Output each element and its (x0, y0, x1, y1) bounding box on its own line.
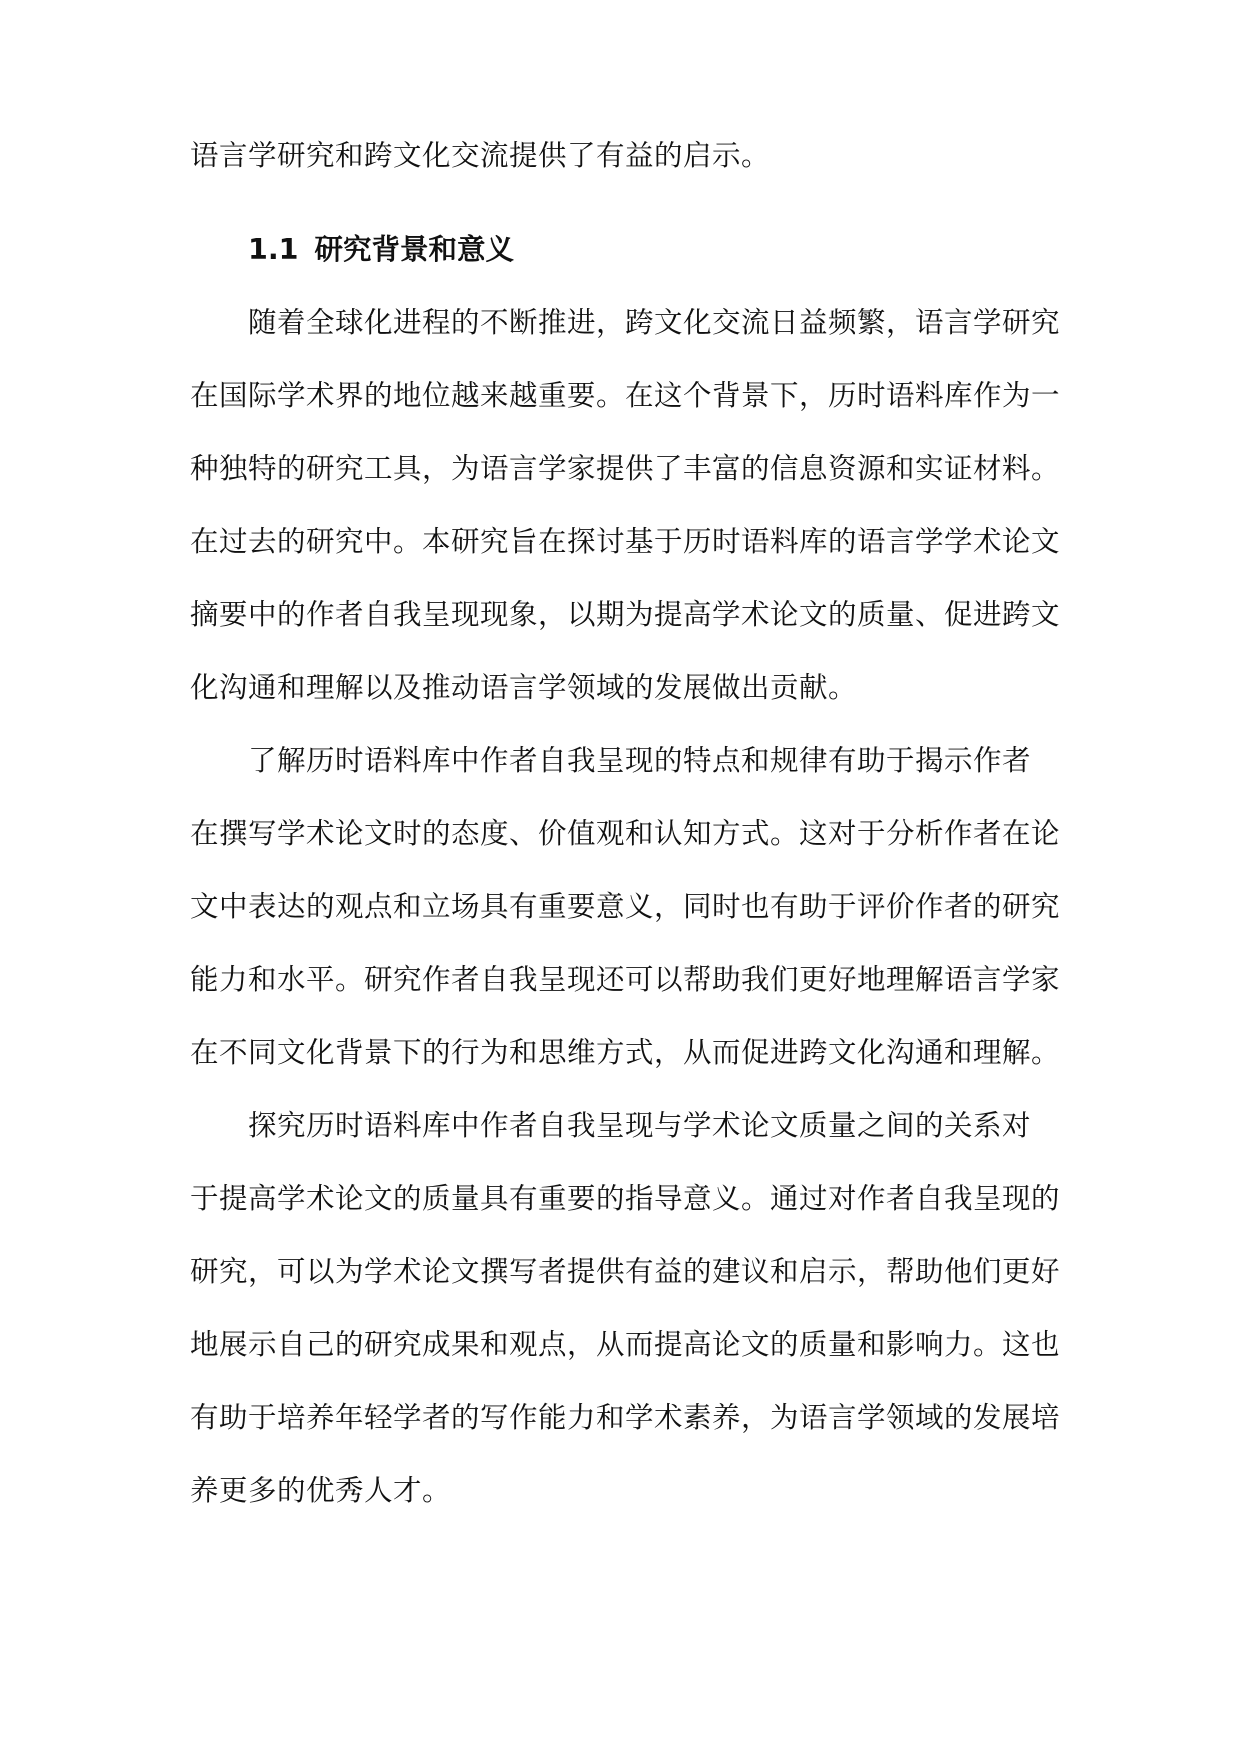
paragraph-3-line-6: 养更多的优秀人才。 (190, 1474, 452, 1507)
paragraph-2-line-4: 能力和水平。研究作者自我呈现还可以帮助我们更好地理解语言学家 (190, 963, 1061, 996)
paragraph-2-line-3: 文中表达的观点和立场具有重要意义，同时也有助于评价作者的研究 (190, 890, 1061, 923)
section-heading (248, 230, 514, 270)
paragraph-1-line-3: 种独特的研究工具，为语言学家提供了丰富的信息资源和实证材料。 (190, 452, 1061, 485)
paragraph-3-line-4: 地展示自己的研究成果和观点，从而提高论文的质量和影响力。这也 (190, 1328, 1061, 1361)
section-title: 研究背景和意义 (314, 233, 514, 266)
continuation-line: 语言学研究和跨文化交流提供了有益的启示。 (190, 139, 771, 172)
paragraph-3-line-5: 有助于培养年轻学者的写作能力和学术素养，为语言学领域的发展培 (190, 1401, 1061, 1434)
section-number: 1.1 (248, 233, 299, 266)
paragraph-1-line-5: 摘要中的作者自我呈现现象，以期为提高学术论文的质量、促进跨文 (190, 598, 1061, 631)
paragraph-2-line-5: 在不同文化背景下的行为和思维方式，从而促进跨文化沟通和理解。 (190, 1036, 1061, 1069)
paragraph-3-line-3: 研究，可以为学术论文撰写者提供有益的建议和启示，帮助他们更好 (190, 1255, 1061, 1288)
paragraph-3-line-2: 于提高学术论文的质量具有重要的指导意义。通过对作者自我呈现的 (190, 1182, 1061, 1215)
paragraph-2-line-1: 了解历时语料库中作者自我呈现的特点和规律有助于揭示作者 (248, 744, 1032, 777)
paragraph-2-line-2: 在撰写学术论文时的态度、价值观和认知方式。这对于分析作者在论 (190, 817, 1061, 850)
paragraph-1-line-1: 随着全球化进程的不断推进，跨文化交流日益频繁，语言学研究 (248, 306, 1061, 339)
paragraph-1-line-6: 化沟通和理解以及推动语言学领域的发展做出贡献。 (190, 671, 858, 704)
paragraph-1-line-4: 在过去的研究中。本研究旨在探讨基于历时语料库的语言学学术论文 (190, 525, 1061, 558)
paragraph-1-line-2: 在国际学术界的地位越来越重要。在这个背景下，历时语料库作为一 (190, 379, 1061, 412)
paragraph-3-line-1: 探究历时语料库中作者自我呈现与学术论文质量之间的关系对 (248, 1109, 1032, 1142)
